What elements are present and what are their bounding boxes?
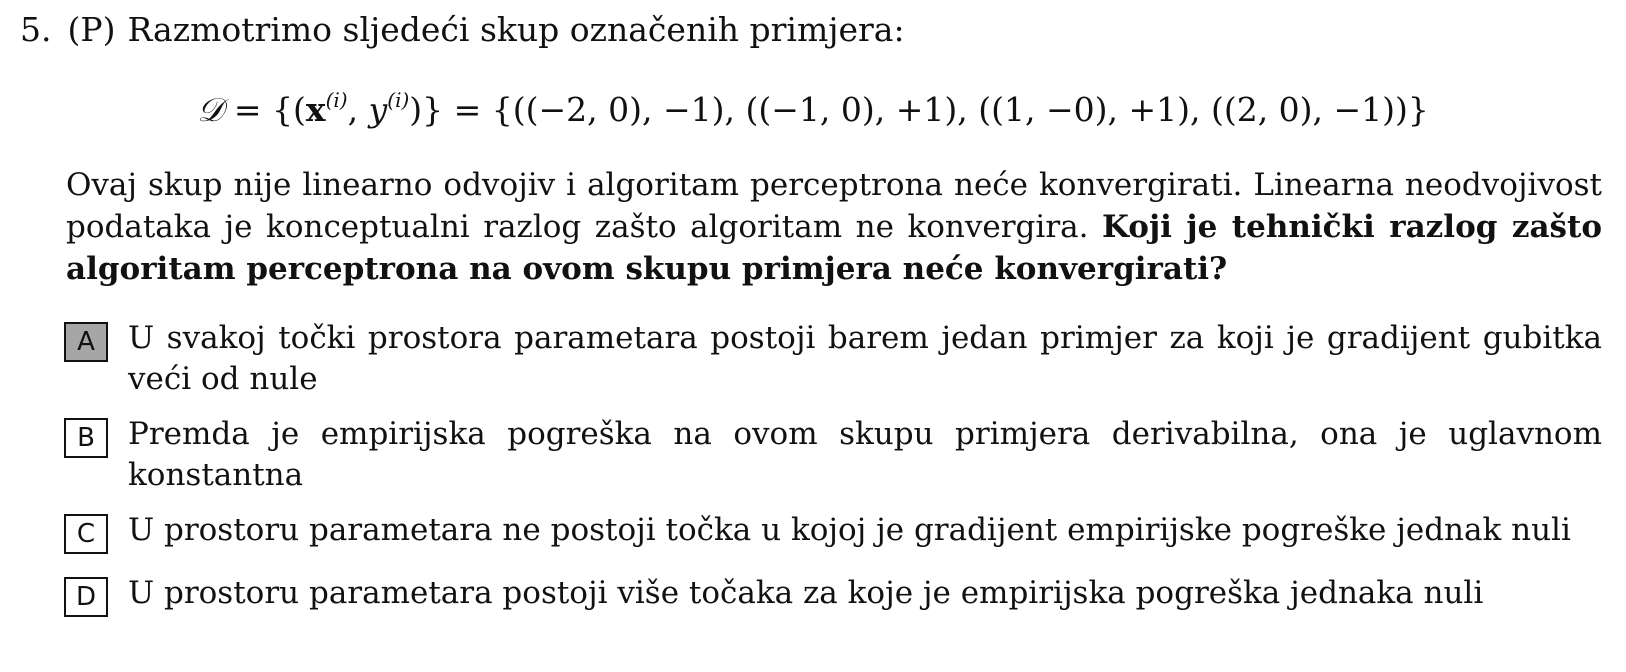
option-c-text: U prostoru parametara ne postoji točka u kojoj je gradijent empirijske pogreške jednak nuli bbox=[128, 512, 1571, 548]
question-header bbox=[20, 8, 905, 52]
option-b-text: Premda je empirijska pogreška na ovom skupu primjera derivabilna, ona je uglavnom konstantna bbox=[128, 416, 1602, 493]
superscript-i: (i) bbox=[325, 88, 348, 112]
option-a-text: U svakoj točki prostora parametara postoji barem jedan primjer za koji je gradijent gubitka veći od nule bbox=[128, 320, 1602, 397]
formula-examples: )} = {((−2, 0), −1), ((−1, 0), +1), ((1, −0), +1), ((2, 0), −1))} bbox=[409, 90, 1429, 129]
formula-comma: , bbox=[347, 90, 369, 129]
paragraph-question-bold: Koji je tehnički razlog zašto algoritam perceptrona na ovom skupu primjera neće konvergirati? bbox=[66, 209, 1603, 287]
superscript-i: (i) bbox=[387, 88, 410, 112]
option-d-text: U prostoru parametara postoji više točaka za koje je empirijska pogreška jednaka nuli bbox=[128, 575, 1484, 611]
formula-part: = {( bbox=[223, 90, 306, 129]
option-c-checkbox[interactable]: C bbox=[64, 514, 108, 554]
question-tag: (P) bbox=[67, 10, 116, 49]
paragraph-plain: Ovaj skup nije linearno odvojiv i algoritam perceptrona neće konvergirati. Linearna neodvojivost podataka je konceptualni razlog zašto algoritam ne konvergira. bbox=[66, 167, 1602, 245]
option-a-checkbox[interactable]: A bbox=[64, 322, 108, 362]
y-symbol: y bbox=[368, 90, 388, 129]
question-paragraph bbox=[66, 164, 1602, 290]
dataset-symbol: 𝒟 bbox=[197, 90, 224, 129]
x-symbol: x bbox=[305, 90, 326, 129]
question-number: 5. bbox=[20, 10, 52, 49]
option-d-checkbox[interactable]: D bbox=[64, 577, 108, 617]
dataset-formula bbox=[0, 84, 1626, 136]
question-intro: Razmotrimo sljedeći skup označenih primjera: bbox=[127, 10, 905, 49]
option-b-checkbox[interactable]: B bbox=[64, 418, 108, 458]
